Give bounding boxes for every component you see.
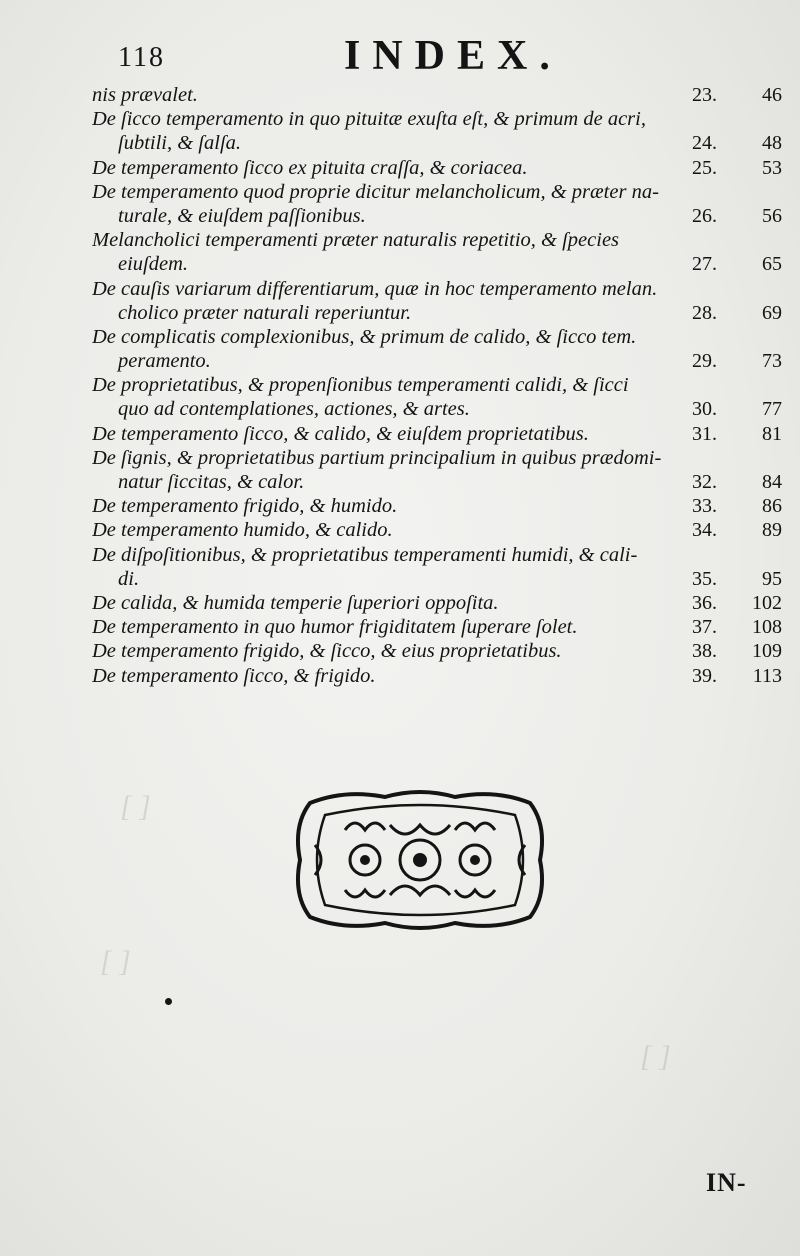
entry-number-b: 102 <box>752 591 782 614</box>
index-entry <box>92 664 782 688</box>
entry-number-b: 84 <box>762 471 782 493</box>
bleed-through: [ ] <box>100 945 131 978</box>
entry-numbers <box>692 591 782 615</box>
entry-number-a: 34. <box>692 519 717 542</box>
entry-number-a: 31. <box>692 422 717 445</box>
index-list <box>92 83 782 688</box>
page-title: INDEX. <box>344 33 562 79</box>
index-entry <box>92 325 782 373</box>
entry-line: De complicatis complexionibus, & primum de calido, & ſicco tem. <box>92 325 637 348</box>
entry-line: De temperamento ſicco ex pituita craſſa, & coriacea. <box>92 156 528 179</box>
entry-line: De temperamento quod proprie dicitur melancholicum, & præter na- <box>92 180 659 203</box>
index-entry <box>92 494 782 518</box>
entry-line: di. <box>118 567 140 590</box>
entry-line: De temperamento ſicco, & frigido. <box>92 664 376 687</box>
index-entry <box>92 543 782 591</box>
index-entry <box>92 615 782 639</box>
index-entry <box>92 83 782 107</box>
index-entry <box>92 228 782 276</box>
entry-number-a: 27. <box>692 253 717 276</box>
entry-numbers <box>692 470 782 494</box>
entry-number-b: 109 <box>752 640 782 663</box>
entry-numbers <box>692 131 782 155</box>
entry-line: De ſignis, & proprietatibus partium principalium in quibus prædomi- <box>92 446 662 469</box>
entry-number-b: 95 <box>762 567 782 590</box>
entry-number-b: 108 <box>752 616 782 639</box>
entry-number-a: 39. <box>692 664 717 687</box>
entry-line: nis prævalet. <box>92 84 198 106</box>
entry-number-b: 73 <box>762 350 782 373</box>
bleed-through: [ ] <box>640 1040 671 1073</box>
index-entry <box>92 518 782 542</box>
entry-numbers <box>692 156 782 180</box>
entry-number-b: 69 <box>762 301 782 324</box>
entry-number-b: 56 <box>762 204 782 227</box>
entry-numbers <box>692 301 782 325</box>
entry-number-a: 23. <box>692 84 717 106</box>
entry-line: De diſpoſitionibus, & proprietatibus temperamenti humidi, & cali- <box>92 543 638 566</box>
entry-line: De temperamento in quo humor frigiditatem ſuperare ſolet. <box>92 616 578 639</box>
index-entry <box>92 277 782 325</box>
entry-line: De ſicco temperamento in quo pituitæ exuſta eſt, & primum de acri, <box>92 108 646 131</box>
entry-line: De cauſis variarum differentiarum, quæ in hoc temperamento melan. <box>92 277 658 300</box>
entry-line: De proprietatibus, & propenſionibus temperamenti calidi, & ſicci <box>92 374 629 397</box>
entry-number-b: 113 <box>752 664 782 687</box>
entry-number-a: 37. <box>692 616 717 639</box>
entry-numbers <box>692 615 782 639</box>
entry-number-a: 35. <box>692 567 717 590</box>
entry-line: ſubtili, & ſalſa. <box>118 132 242 155</box>
ink-dot <box>165 998 172 1005</box>
entry-line: quo ad contemplationes, actiones, & artes. <box>118 398 470 421</box>
entry-line: natur ſiccitas, & calor. <box>118 471 305 493</box>
entry-numbers <box>692 252 782 276</box>
entry-number-a: 29. <box>692 350 717 373</box>
index-entry <box>92 373 782 421</box>
index-entry <box>92 591 782 615</box>
entry-number-a: 26. <box>692 204 717 227</box>
entry-numbers <box>692 639 782 663</box>
index-entry <box>92 180 782 228</box>
index-entry <box>92 639 782 663</box>
index-entry <box>92 446 782 494</box>
entry-line: De temperamento frigido, & ſicco, & eius proprietatibus. <box>92 640 562 663</box>
entry-number-a: 33. <box>692 495 717 518</box>
index-entry <box>92 422 782 446</box>
entry-line: cholico præter naturali reperiuntur. <box>118 301 412 324</box>
entry-line: De temperamento humido, & calido. <box>92 519 393 542</box>
entry-number-b: 53 <box>762 156 782 179</box>
page-number: 118 <box>118 42 165 73</box>
entry-numbers <box>692 349 782 373</box>
entry-number-a: 24. <box>692 132 717 155</box>
entry-number-a: 36. <box>692 591 717 614</box>
printers-ornament <box>285 785 555 935</box>
entry-numbers <box>692 567 782 591</box>
entry-numbers <box>692 397 782 421</box>
entry-number-a: 28. <box>692 301 717 324</box>
entry-numbers <box>692 664 782 688</box>
entry-line: eiuſdem. <box>118 253 189 276</box>
entry-line: peramento. <box>118 350 211 373</box>
entry-number-b: 89 <box>762 519 782 542</box>
entry-numbers <box>692 204 782 228</box>
entry-number-b: 65 <box>762 253 782 276</box>
entry-number-a: 32. <box>692 471 717 493</box>
entry-number-a: 25. <box>692 156 717 179</box>
catchword: IN- <box>706 1168 747 1197</box>
entry-numbers <box>692 518 782 542</box>
entry-number-b: 81 <box>762 422 782 445</box>
entry-numbers <box>692 83 782 107</box>
entry-number-a: 38. <box>692 640 717 663</box>
entry-numbers <box>692 422 782 446</box>
entry-number-b: 77 <box>762 398 782 421</box>
bleed-through: [ ] <box>120 790 151 823</box>
entry-line: Melancholici temperamenti præter naturalis repetitio, & ſpecies <box>92 229 620 252</box>
index-entry <box>92 107 782 155</box>
entry-number-a: 30. <box>692 398 717 421</box>
index-entry <box>92 156 782 180</box>
entry-line: turale, & eiuſdem paſſionibus. <box>118 204 366 227</box>
entry-number-b: 86 <box>762 495 782 518</box>
page-header <box>112 28 672 80</box>
entry-numbers <box>692 494 782 518</box>
entry-line: De calida, & humida temperie ſuperiori oppoſita. <box>92 591 499 614</box>
entry-number-b: 48 <box>762 132 782 155</box>
entry-line: De temperamento ſicco, & calido, & eiuſdem proprietatibus. <box>92 422 589 445</box>
entry-number-b: 46 <box>762 84 782 106</box>
entry-line: De temperamento frigido, & humido. <box>92 495 398 518</box>
